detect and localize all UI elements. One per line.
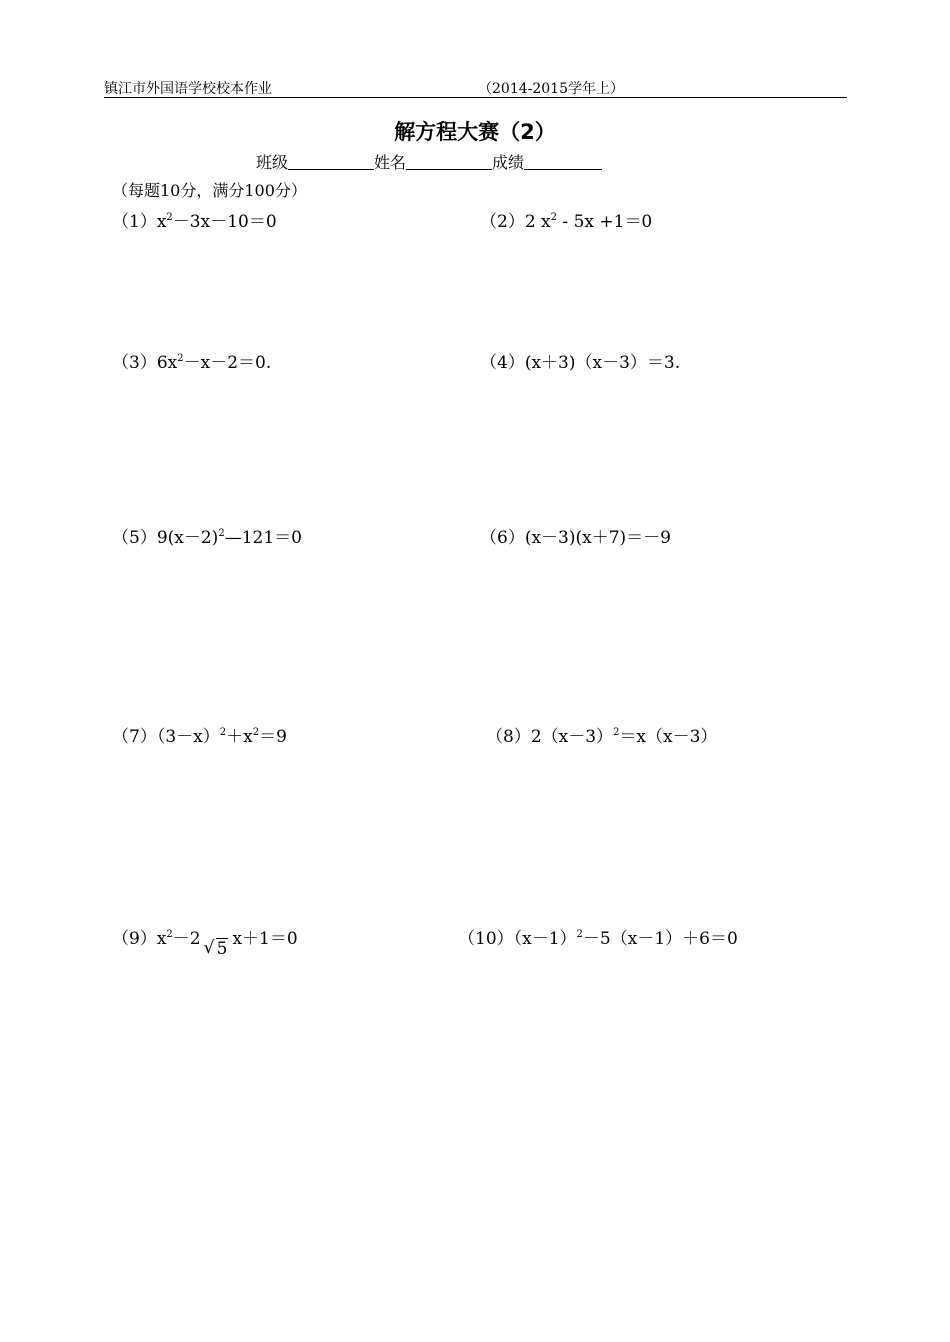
equation-part: x bbox=[156, 212, 167, 232]
question-6 bbox=[480, 523, 671, 548]
equation-part: (x＋3)（x－3）＝3. bbox=[524, 353, 681, 373]
header-school-year: （2014-2015学年上） bbox=[478, 81, 624, 97]
equation-part: －x－2＝0. bbox=[183, 353, 272, 373]
exponent: 2 bbox=[550, 212, 558, 223]
question-1 bbox=[112, 207, 277, 232]
question-2 bbox=[480, 207, 652, 232]
equation-part: 2（x－3） bbox=[530, 727, 614, 747]
equation-part: 6x bbox=[156, 353, 178, 373]
equation-part: x bbox=[156, 929, 167, 949]
question-9 bbox=[112, 924, 298, 959]
exponent: 2 bbox=[252, 727, 260, 738]
equation-part: （x－1） bbox=[513, 929, 577, 949]
question-number: （2） bbox=[480, 212, 525, 232]
question-number: （3） bbox=[112, 353, 157, 373]
question-3 bbox=[112, 348, 271, 373]
class-label: 班级 bbox=[256, 153, 289, 172]
equation-part: (x－3)(x＋7)＝－9 bbox=[524, 528, 671, 548]
question-number: （1） bbox=[112, 212, 157, 232]
question-number: （10） bbox=[458, 929, 514, 949]
exponent: 2 bbox=[576, 929, 583, 940]
score-note: （每题10分，满分100分） bbox=[112, 181, 307, 200]
equation-part: - 5x +1＝0 bbox=[557, 212, 653, 232]
radicand: 5 bbox=[216, 939, 228, 959]
equation-part: －3x－10＝0 bbox=[172, 212, 277, 232]
question-number: （8） bbox=[486, 727, 531, 747]
page-title: 解方程大赛（2） bbox=[394, 120, 556, 144]
square-root bbox=[205, 939, 229, 959]
equation-part: －5（x－1）＋6＝0 bbox=[582, 929, 738, 949]
question-number: （6） bbox=[480, 528, 525, 548]
equation-part: （3－x） bbox=[156, 727, 220, 747]
exponent: 2 bbox=[166, 212, 173, 223]
question-number: （5） bbox=[112, 528, 157, 548]
score-label: 成绩 bbox=[492, 153, 525, 172]
equation-part: ＝x（x－3） bbox=[619, 727, 718, 747]
question-number: （4） bbox=[480, 353, 525, 373]
equation-part: —121＝0 bbox=[224, 528, 302, 548]
equation-part: ＝9 bbox=[259, 727, 287, 747]
question-4 bbox=[480, 348, 680, 373]
exponent: 2 bbox=[177, 353, 184, 364]
exponent: 2 bbox=[219, 727, 227, 738]
question-7 bbox=[112, 722, 287, 747]
exponent: 2 bbox=[613, 727, 620, 738]
header-school-name: 镇江市外国语学校校本作业 bbox=[104, 81, 272, 97]
question-8 bbox=[486, 722, 717, 747]
question-10 bbox=[458, 924, 738, 949]
equation-part: x＋1＝0 bbox=[232, 929, 298, 949]
student-info-line bbox=[256, 150, 602, 173]
name-blank[interactable] bbox=[406, 153, 492, 170]
equation-part: 2 x bbox=[524, 212, 551, 232]
question-number: （7） bbox=[112, 727, 157, 747]
header-divider bbox=[104, 97, 847, 98]
question-number: （9） bbox=[112, 929, 157, 949]
score-blank[interactable] bbox=[524, 153, 602, 170]
question-5 bbox=[112, 523, 302, 548]
class-blank[interactable] bbox=[288, 153, 374, 170]
equation-part: ＋x bbox=[226, 727, 253, 747]
name-label: 姓名 bbox=[374, 153, 407, 172]
equation-part: －2 bbox=[172, 929, 201, 949]
exponent: 2 bbox=[166, 929, 173, 940]
exponent: 2 bbox=[218, 528, 225, 539]
equation-part: 9(x－2) bbox=[156, 528, 219, 548]
